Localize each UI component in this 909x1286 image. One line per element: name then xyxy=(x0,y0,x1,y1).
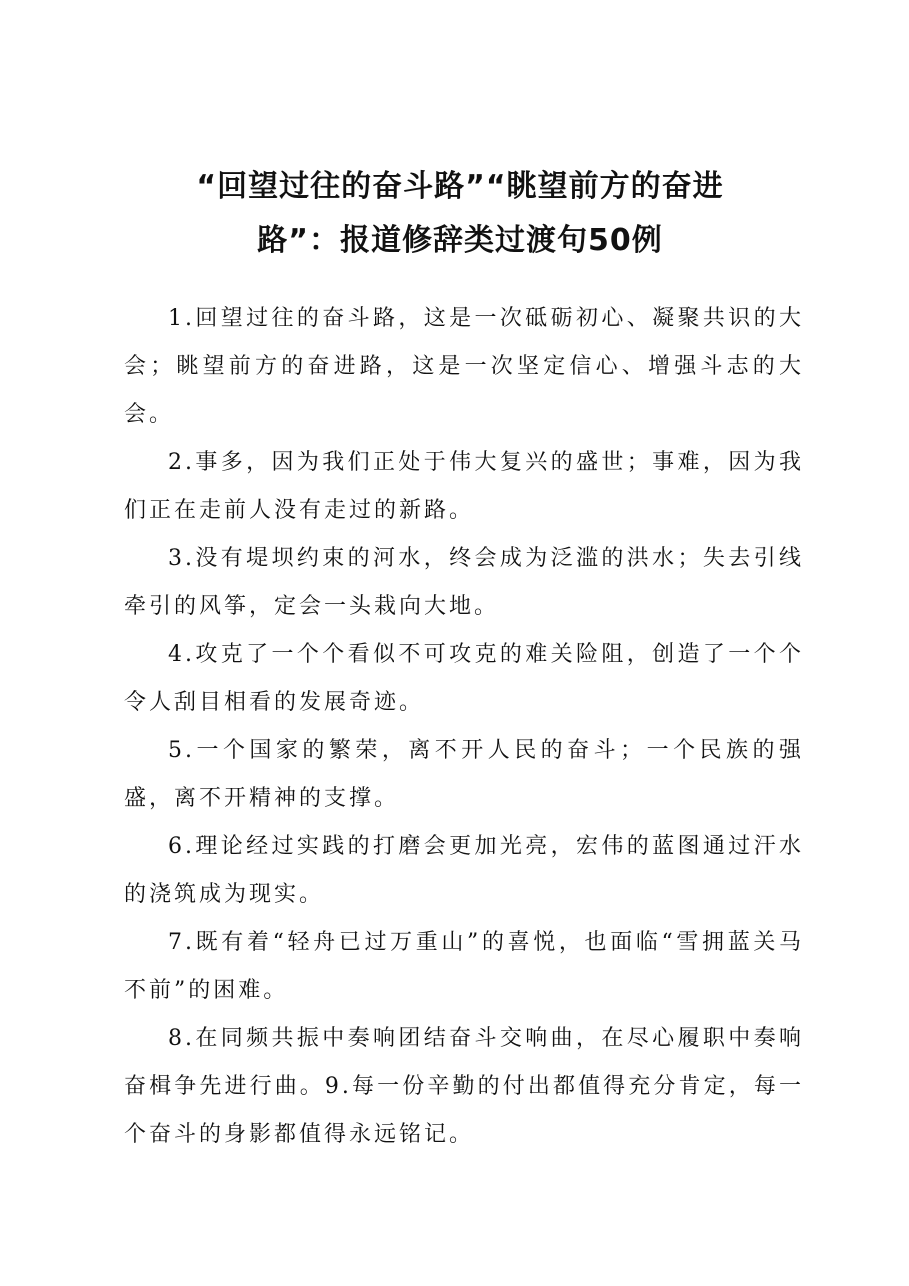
document-body xyxy=(124,295,804,1159)
title-line-2: 路”：报道修辞类过渡句50例 xyxy=(257,223,663,258)
paragraph: 6.理论经过实践的打磨会更加光亮，宏伟的蓝图通过汗水的浇筑成为现实。 xyxy=(124,834,804,907)
paragraph: 7.既有着“轻舟已过万重山”的喜悦，也面临“雪拥蓝关马不前”的困难。 xyxy=(124,930,804,1003)
paragraph: 1.回望过往的奋斗路，这是一次砥砺初心、凝聚共识的大会；眺望前方的奋进路，这是一次坚定信心、增强斗志的大会。 xyxy=(124,306,804,427)
title-line-1: “回望过往的奋斗路”“眺望前方的奋进 xyxy=(196,169,724,204)
paragraph: 5.一个国家的繁荣，离不开人民的奋斗；一个民族的强盛，离不开精神的支撑。 xyxy=(124,738,804,811)
paragraph: 8.在同频共振中奏响团结奋斗交响曲，在尽心履职中奏响奋楫争先进行曲。9.每一份辛勤的付出都值得充分肯定，每一个奋斗的身影都值得永远铭记。 xyxy=(124,1026,804,1147)
paragraph: 3.没有堤坝约束的河水，终会成为泛滥的洪水；失去引线牵引的风筝，定会一头栽向大地。 xyxy=(124,546,804,619)
document-title xyxy=(100,160,820,268)
paragraph: 4.攻克了一个个看似不可攻克的难关险阻，创造了一个个令人刮目相看的发展奇迹。 xyxy=(124,642,804,715)
paragraph: 2.事多，因为我们正处于伟大复兴的盛世；事难，因为我们正在走前人没有走过的新路。 xyxy=(124,450,804,523)
